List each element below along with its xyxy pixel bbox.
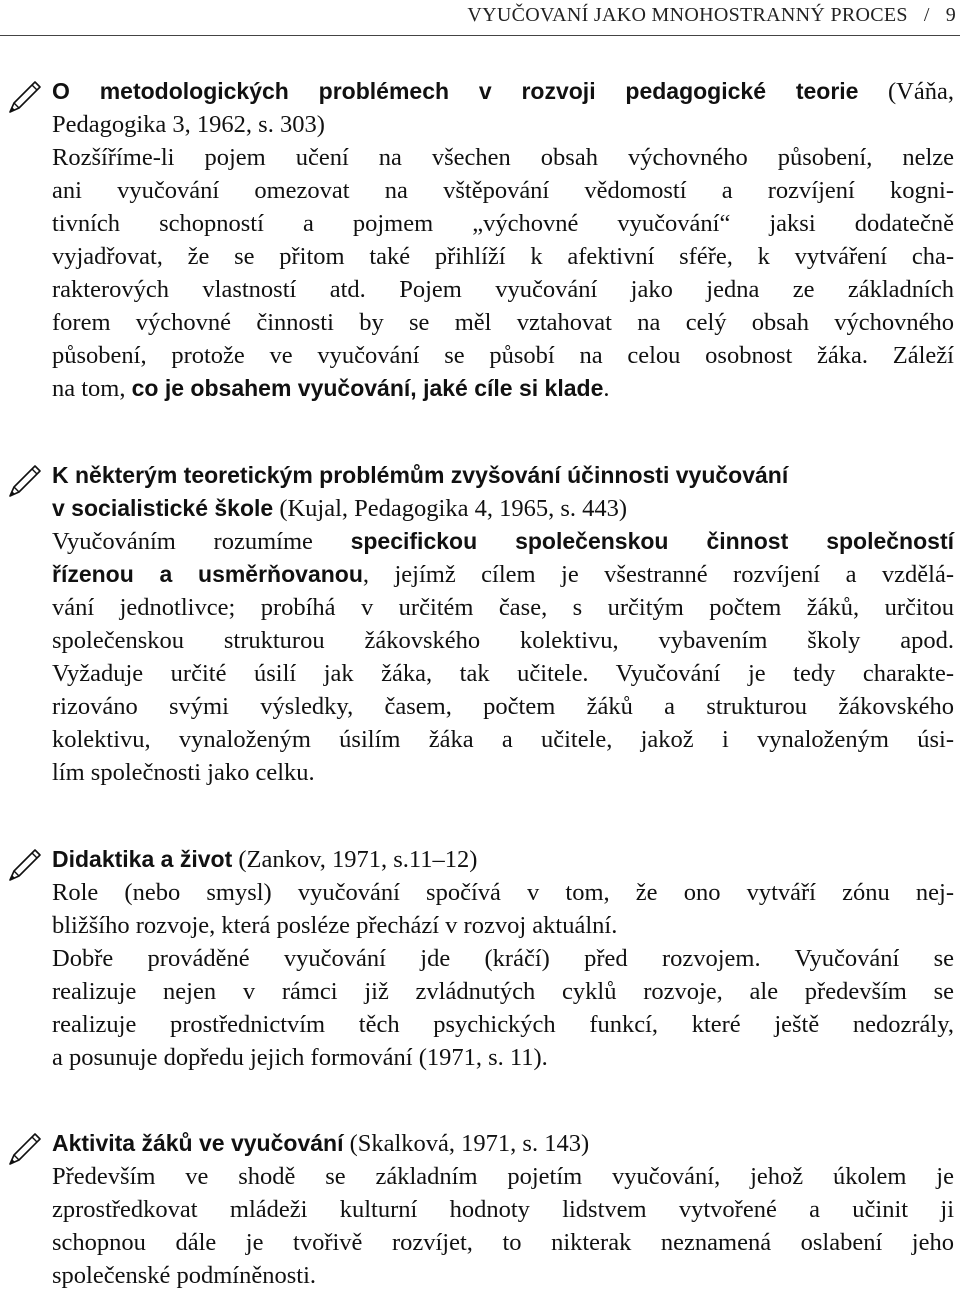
entry-title: v socialistické škole bbox=[52, 495, 274, 521]
body-line: společenskou strukturou žákovského kolektivu, vybavením školy apod. bbox=[52, 627, 954, 654]
pencil-icon bbox=[4, 1130, 44, 1170]
body-line: zprostředkovat mládeži kulturní hodnoty lidstvem vytvořené a učinit ji bbox=[52, 1196, 954, 1223]
body-line: Dobře prováděné vyučování jde (kráčí) před rozvojem. Vyučování se bbox=[52, 945, 954, 972]
entry-citation: (Kujal, Pedagogika 4, 1965, s. 443) bbox=[273, 495, 628, 522]
body-line bbox=[52, 372, 954, 405]
body-line: a posunuje dopředu jejich formování (1971, s. 11). bbox=[52, 1044, 548, 1071]
header-separator: / bbox=[923, 4, 930, 26]
entry-text bbox=[52, 1127, 954, 1292]
body-line: realizuje nejen v rámci již zvládnutých cyklů rozvoje, ale především se bbox=[52, 978, 954, 1005]
pencil-icon bbox=[4, 462, 44, 502]
body-line: bližšího rozvoje, která posléze přechází v rozvoj aktuální. bbox=[52, 912, 618, 939]
body-text: . bbox=[603, 375, 610, 402]
entry-title-line bbox=[52, 1127, 954, 1160]
entry-text bbox=[52, 75, 954, 405]
body-line: rizováno svými výsledky, časem, počtem žáků a strukturou žákovského bbox=[52, 693, 954, 720]
body-line: Vyžaduje určité úsilí jak žáka, tak učitele. Vyučování je tedy charakte- bbox=[52, 660, 954, 687]
emphasis-text: specifickou společenskou činnost společností bbox=[350, 528, 954, 554]
body-line: Především ve shodě se základním pojetím vyučování, jehož úkolem je bbox=[52, 1163, 954, 1190]
body-line: společenské podmíněnosti. bbox=[52, 1262, 317, 1289]
emphasis-text: řízenou a usměrňovanou bbox=[52, 561, 363, 587]
body-text: , jejímž cílem je všestranné rozvíjení a vzdělá- bbox=[362, 561, 954, 588]
entry-title-line bbox=[52, 492, 954, 525]
entry-title: O metodologických problémech v rozvoji pedagogické teorie bbox=[52, 78, 859, 104]
entry-citation-line: Pedagogika 3, 1962, s. 303) bbox=[52, 111, 325, 138]
body-line: Rozšíříme-li pojem učení na všechen obsah výchovného působení, nelze bbox=[52, 144, 954, 171]
entry-title-line bbox=[52, 75, 954, 108]
header-rule bbox=[0, 35, 960, 36]
entry-text bbox=[52, 459, 954, 789]
running-header bbox=[0, 4, 956, 27]
body-line: působení, protože ve vyučování se působí na celou osobnost žáka. Záleží bbox=[52, 342, 954, 369]
entry-text bbox=[52, 843, 954, 1074]
pencil-icon bbox=[4, 78, 44, 118]
entry-citation: (Váňa, bbox=[858, 78, 954, 105]
entry-title: K některým teoretickým problémům zvyšování účinnosti vyučování bbox=[52, 462, 789, 488]
body-line: realizuje prostřednictvím těch psychických funkcí, které ještě nedozrály, bbox=[52, 1011, 954, 1038]
entry-citation: (Skalková, 1971, s. 143) bbox=[343, 1130, 590, 1157]
entry-title-line bbox=[52, 843, 954, 876]
body-line: vyjadřovat, že se přitom také přihlíží k afektivní sféře, k vytváření cha- bbox=[52, 243, 954, 270]
page-number: 9 bbox=[945, 4, 956, 26]
body-line: lím společnosti jako celku. bbox=[52, 759, 315, 786]
body-line: tivních schopností a pojmem „výchovné vyučování“ jaksi dodatečně bbox=[52, 210, 954, 237]
body-line bbox=[52, 525, 954, 558]
entry-citation: (Zankov, 1971, s.11–12) bbox=[232, 846, 478, 873]
body-line: kolektivu, vynaloženým úsilím žáka a učitele, jakož i vynaloženým úsi- bbox=[52, 726, 954, 753]
body-text: Vyučováním rozumíme bbox=[52, 528, 351, 555]
body-line: Role (nebo smysl) vyučování spočívá v tom, že ono vytváří zónu nej- bbox=[52, 879, 954, 906]
entry-title-line bbox=[52, 459, 954, 492]
body-line: ani vyučování omezovat na vštěpování vědomostí a rozvíjení kogni- bbox=[52, 177, 954, 204]
body-line: rakterových vlastností atd. Pojem vyučování jako jedna ze základních bbox=[52, 276, 954, 303]
entry-title: Aktivita žáků ve vyučování bbox=[52, 1130, 344, 1156]
body-line: schopnou dále je tvořivě rozvíjet, to nikterak neznamená oslabení jeho bbox=[52, 1229, 954, 1256]
body-text: na tom, bbox=[52, 375, 132, 402]
running-title: VYUČOVANÍ JAKO MNOHOSTRANNÝ PROCES bbox=[467, 4, 908, 26]
emphasis-text: co je obsahem vyučování, jaké cíle si klade bbox=[131, 375, 604, 401]
entry-title: Didaktika a život bbox=[52, 846, 233, 872]
body-line bbox=[52, 558, 954, 591]
body-line: forem výchovné činnosti by se měl vztahovat na celý obsah výchovného bbox=[52, 309, 954, 336]
pencil-icon bbox=[4, 846, 44, 886]
body-line: vání jednotlivce; probíhá v určitém čase, s určitým počtem žáků, určitou bbox=[52, 594, 954, 621]
